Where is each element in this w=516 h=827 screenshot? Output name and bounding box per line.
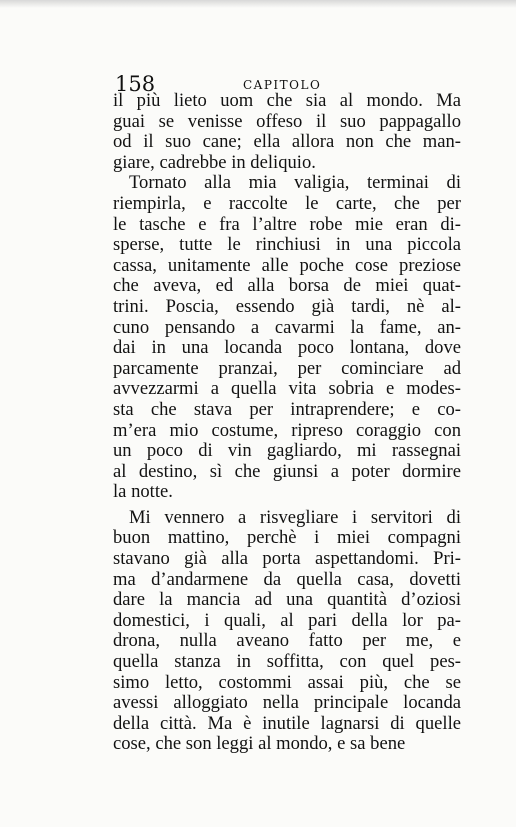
text-line: quella stanza in soffitta, con quel pes-: [113, 651, 461, 673]
page-number: 158: [115, 72, 156, 96]
text-line: riempirla, e raccolte le carte, che per: [113, 192, 461, 214]
text-line: m’era mio costume, ripreso coraggio con: [113, 419, 461, 441]
text-line: Tornato alla mia valigia, terminai di: [129, 172, 461, 194]
text-line: stavano già alla porta aspettandomi. Pri-: [113, 548, 461, 570]
paragraph-1: [113, 91, 461, 173]
text-line: che aveva, ed alla borsa de miei quat-: [113, 275, 461, 297]
text-line: avessi alloggiato nella principale locanda: [113, 692, 461, 714]
text-line: trini. Poscia, essendo già tardi, nè al-: [113, 295, 461, 317]
text-line: od il suo cane; ella allora non che man-: [113, 131, 461, 153]
text-line: le tasche e fra l’altre robe mie eran di-: [113, 213, 461, 235]
text-line: la notte.: [113, 481, 173, 503]
text-line: della città. Ma è inutile lagnarsi di quelle: [113, 712, 461, 734]
running-head: CAPITOLO: [243, 78, 322, 92]
text-line: cassa, unitamente alle poche cose preziose: [113, 254, 461, 276]
text-line: il più lieto uom che sia al mondo. Ma: [113, 90, 461, 111]
text-line: drona, nulla aveano fatto per me, e: [113, 630, 461, 652]
text-line: al destino, sì che giunsi a poter dormire: [113, 460, 461, 482]
text-line: giare, cadrebbe in deliquio.: [113, 151, 316, 173]
text-line: dai in una locanda poco lontana, dove: [113, 337, 461, 359]
text-line: cose, che son leggi al mondo, e sa bene: [113, 733, 406, 755]
paragraph-3: [113, 508, 461, 755]
body-text: [113, 91, 461, 755]
text-line: dare la mancia ad una quantità d’oziosi: [113, 589, 461, 611]
paragraph-2: [113, 173, 461, 503]
text-line: cuno pensando a cavarmi la fame, an-: [113, 316, 461, 338]
text-line: Mi vennero a risvegliare i servitori di: [129, 506, 461, 528]
text-line: simo letto, costommi assai più, che se: [113, 671, 461, 693]
text-line: un poco di vin gagliardo, mi rassegnai: [113, 440, 461, 462]
text-line: ma d’andarmene da quella casa, dovetti: [113, 568, 461, 590]
text-line: guai se venisse offeso il suo pappagallo: [113, 110, 461, 132]
text-line: avvezzarmi a quella vita sobria e modes-: [113, 378, 461, 400]
text-line: buon mattino, perchè i miei compagni: [113, 527, 461, 549]
text-line: sta che stava per intraprendere; e co-: [113, 398, 461, 420]
page-top-edge: [0, 0, 516, 8]
text-line: parcamente pranzai, per cominciare ad: [113, 357, 461, 379]
text-line: sperse, tutte le rinchiusi in una piccola: [113, 234, 461, 256]
text-line: domestici, i quali, al pari della lor pa-: [113, 609, 461, 631]
